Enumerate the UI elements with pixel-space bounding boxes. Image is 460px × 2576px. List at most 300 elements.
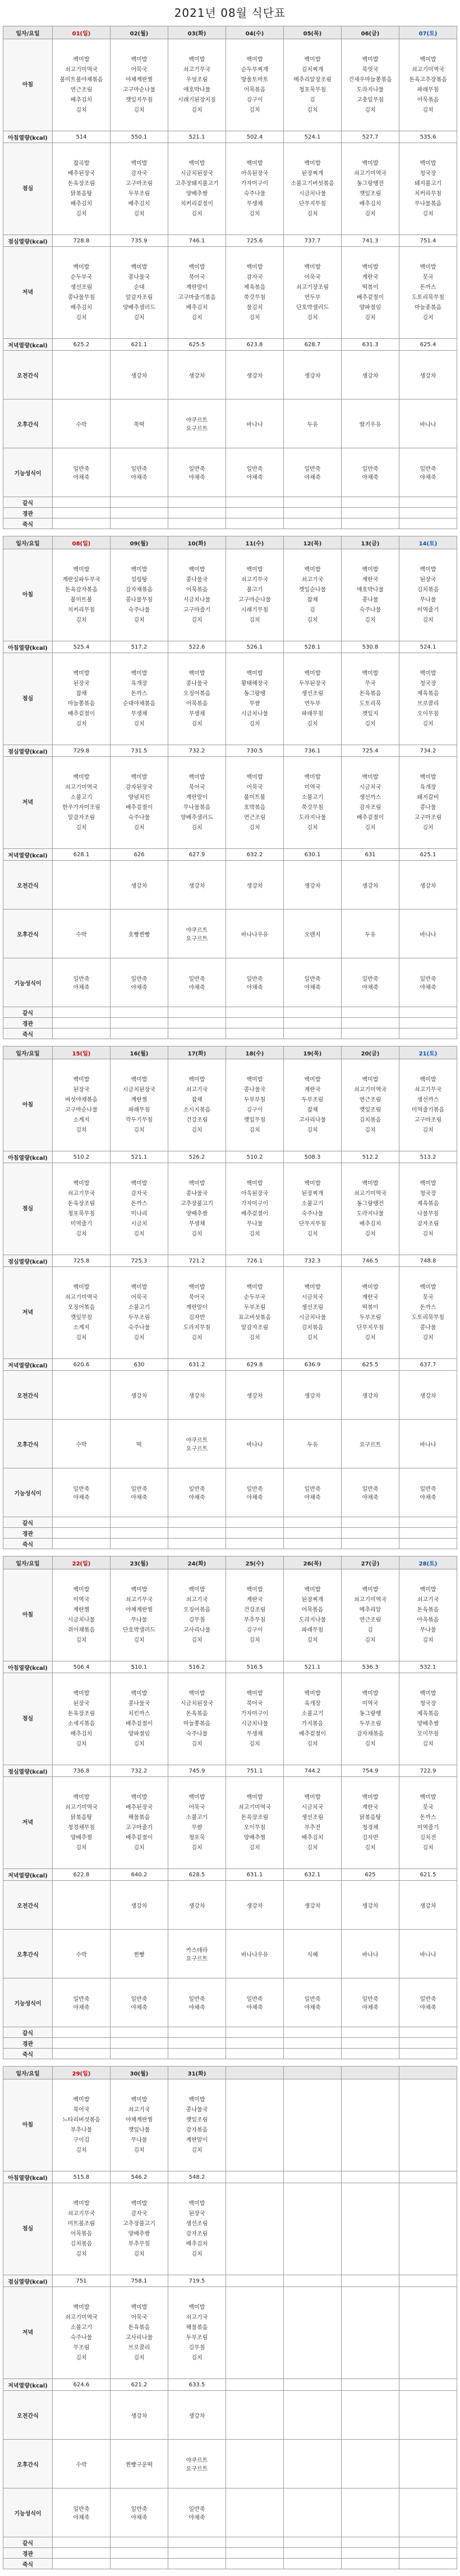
menu-item: 김치 (191, 824, 203, 831)
cell-lunch_kcal (342, 1765, 399, 1777)
row-label-dinner: 저녁 (3, 1777, 53, 1869)
cell-text: 두유 (307, 421, 318, 428)
menu-item: 백미밥 (131, 1284, 148, 1291)
cell-text: 생강차 (420, 373, 436, 379)
cell-lunch_kcal (226, 745, 284, 757)
menu-item: 김치 (76, 210, 87, 217)
menu-item: 콩나물무침 (67, 294, 95, 301)
cell-lunch (111, 653, 168, 745)
cell-soft (226, 2537, 284, 2548)
cell-morning_snack (53, 2391, 111, 2440)
menu-item: 호박볶음 (243, 804, 266, 811)
menu-item: 미역줄기 (70, 1220, 93, 1227)
menu-item: 김치 (422, 1844, 434, 1851)
menu-item: 부추전 (304, 1824, 321, 1831)
menu-item: 생선조림 (301, 1814, 324, 1821)
row-soft (3, 1517, 457, 1528)
menu-item: 김치 (307, 824, 318, 831)
menu-item: 야채죽 (362, 1495, 379, 1501)
menu-item: 백미밥 (246, 1586, 263, 1593)
cell-dinner_kcal (342, 339, 399, 351)
menu-item: 불고기 (246, 586, 263, 593)
menu-item: 부추무침 (128, 2240, 150, 2247)
cell-functional (53, 448, 111, 497)
menu-item: 북어국 (246, 1700, 263, 1707)
cell-porridge (399, 1028, 457, 1039)
menu-item: 쑥갓무침 (301, 804, 324, 811)
menu-item: 백미밥 (362, 1690, 379, 1697)
cell-text: 621.5 (420, 1871, 436, 1878)
menu-item: 두부부침 (243, 1096, 266, 1103)
cell-day (342, 1046, 399, 1059)
menu-item: 고구마조림 (125, 180, 153, 187)
row-label-morning_snack: 오전간식 (3, 2391, 53, 2440)
menu-item: 배추김치 (128, 200, 150, 207)
cell-afternoon_snack (399, 2440, 457, 2488)
menu-item: 백미밥 (246, 1284, 263, 1291)
cell-afternoon_snack (53, 2440, 111, 2488)
cell-text: 629.8 (246, 1361, 263, 1368)
menu-item: 양배추샐러드 (123, 304, 155, 311)
cell-text: 11(수) (245, 540, 264, 547)
cell-text: 20(금) (361, 1050, 380, 1057)
menu-item: 김자반 (188, 1314, 205, 1321)
cell-breakfast (342, 2079, 399, 2171)
cell-lunch (342, 1163, 399, 1255)
cell-functional (226, 2488, 284, 2537)
cell-dinner_kcal (226, 1869, 284, 1881)
cell-morning_snack (168, 2391, 226, 2440)
cell-breakfast (399, 39, 457, 131)
cell-porridge (284, 2559, 342, 2569)
cell-day (284, 1556, 342, 1569)
row-functional (3, 2488, 457, 2537)
menu-item: 김무침 (188, 2344, 205, 2351)
cell-breakfast (226, 39, 284, 131)
menu-item: 된장국 (420, 576, 436, 583)
menu-item: 브로콜리 (417, 700, 439, 707)
menu-item: 야채죽 (304, 2005, 321, 2011)
cell-text: 10(화) (187, 540, 206, 547)
cell-morning_snack (399, 1371, 457, 1420)
menu-item: 소불고기 (301, 794, 324, 801)
menu-item: 김치 (249, 1127, 260, 1133)
menu-item: 두부조림 (243, 1304, 266, 1311)
menu-item: 야채계란찜 (125, 2116, 153, 2123)
menu-item: 돈까스 (131, 690, 148, 697)
row-label-soft: 갈식 (3, 1007, 53, 1018)
menu-item: 애호박나물 (183, 86, 211, 93)
menu-item: 백미밥 (73, 56, 90, 63)
menu-item: 김치 (249, 720, 260, 727)
cell-day (111, 1556, 168, 1569)
cell-porridge (399, 2559, 457, 2569)
row-label-liquid: 경관 (3, 1018, 53, 1028)
cell-breakfast_kcal (342, 641, 399, 653)
cell-morning_snack (111, 2391, 168, 2440)
cell-text: 631.2 (188, 1361, 205, 1368)
cell-breakfast (226, 1059, 284, 1151)
menu-item: 양배추쌈 (128, 2230, 150, 2237)
menu-item: 야채죽 (131, 2005, 148, 2011)
menu-item: 김치 (422, 1230, 434, 1237)
menu-item: 김치 (134, 1334, 145, 1341)
cell-text: 741.3 (362, 237, 379, 244)
menu-item: 두부조림 (359, 1314, 381, 1321)
menu-item: 계란찜 (73, 1606, 90, 1613)
cell-lunch_kcal (342, 745, 399, 757)
menu-item: 돈육볶음 (417, 1606, 439, 1613)
cell-morning_snack (53, 1881, 111, 1930)
cell-liquid (226, 1018, 284, 1028)
cell-soft (168, 2537, 226, 2548)
menu-item: 마늘쫑볶음 (183, 1720, 211, 1727)
menu-item: 오징어볶음 (183, 690, 211, 697)
menu-item: 단호박샐러드 (123, 1627, 155, 1633)
cell-text: 751 (76, 2277, 87, 2284)
cell-morning_snack (399, 1881, 457, 1930)
cell-text: 517.2 (131, 644, 148, 650)
cell-text: 생강차 (304, 883, 321, 889)
row-label-dinner_kcal: 저녁열량(kcal) (3, 339, 53, 351)
menu-item: 쥐어채볶음 (67, 1627, 95, 1633)
cell-text: 수박 (76, 931, 87, 938)
menu-item: 무쌈 (191, 1824, 203, 1831)
cell-lunch (399, 653, 457, 745)
menu-item: 김치 (191, 2354, 203, 2361)
row-label-porridge: 죽식 (3, 2559, 53, 2569)
menu-item: 미역국 (304, 784, 321, 791)
cell-morning_snack (342, 351, 399, 400)
menu-item: 백미밥 (420, 774, 436, 780)
menu-item: 야채계란찜 (125, 76, 153, 83)
cell-lunch_kcal (168, 2275, 226, 2287)
cell-dinner_kcal (342, 849, 399, 861)
menu-item: 김치 (191, 1334, 203, 1341)
menu-item: 돼지갈비 (417, 794, 439, 801)
row-label-day: 일자/요일 (3, 1556, 53, 1569)
cell-dinner (226, 247, 284, 339)
cell-afternoon_snack (111, 2440, 168, 2488)
menu-item: 어묵볶음 (243, 86, 266, 93)
cell-afternoon_snack (168, 2440, 226, 2488)
row-label-breakfast_kcal: 아침열량(kcal) (3, 1661, 53, 1673)
cell-porridge (111, 518, 168, 529)
menu-item: 콩나물국 (186, 2106, 208, 2113)
menu-item: 된장찌개 (301, 1190, 324, 1197)
menu-item: 김구이 (246, 1627, 263, 1633)
menu-item: 쇠고기국 (186, 1596, 208, 1603)
cell-text: 625.1 (420, 851, 436, 858)
cell-breakfast_kcal (168, 131, 226, 143)
menu-item: 백미밥 (246, 160, 263, 167)
cell-breakfast_kcal (53, 641, 111, 653)
menu-item: 야채죽 (304, 985, 321, 991)
menu-item: 백미밥 (188, 160, 205, 167)
menu-item: 잡채 (307, 596, 318, 603)
row-liquid (3, 1528, 457, 1539)
cell-functional (284, 1468, 342, 1517)
menu-item: 아욱볶음 (417, 1617, 439, 1623)
menu-item: 김치 (307, 1637, 318, 1643)
cell-liquid (226, 508, 284, 518)
cell-dinner_kcal (53, 339, 111, 351)
menu-item: 마늘종볶음 (414, 304, 442, 311)
menu-item: 숙주나물 (243, 190, 266, 197)
row-label-breakfast: 아침 (3, 1569, 53, 1661)
menu-item: 시래기된장지짐 (178, 97, 216, 103)
menu-item: 백미밥 (362, 56, 379, 63)
cell-text: 510.2 (73, 1154, 90, 1160)
cell-dinner (342, 247, 399, 339)
cell-text: 510.1 (131, 1664, 148, 1670)
menu-item: 고춧잎무침 (356, 97, 384, 103)
menu-item: 어묵볶음 (186, 700, 208, 707)
menu-item: 돈육장조림 (67, 180, 95, 187)
cell-text: 632.1 (304, 1871, 321, 1878)
menu-item: 김치 (76, 1637, 87, 1643)
menu-item: 미역국 (362, 1700, 379, 1707)
cell-dinner (284, 247, 342, 339)
cell-lunch (226, 653, 284, 745)
cell-text: 요구르트 (186, 1956, 208, 1962)
cell-text: 생강차 (246, 1393, 263, 1399)
cell-porridge (53, 2559, 111, 2569)
menu-item: 백미밥 (362, 1076, 379, 1083)
menu-item: 김치 (365, 1230, 376, 1237)
menu-item: 소계지 (73, 1324, 90, 1331)
cell-soft (399, 2537, 457, 2548)
cell-text: 748.8 (420, 1257, 436, 1264)
cell-functional (342, 448, 399, 497)
row-label-lunch: 점심 (3, 143, 53, 235)
menu-item: 소불고기 (70, 2324, 93, 2331)
cell-functional (342, 2488, 399, 2537)
cell-day (399, 2067, 457, 2079)
cell-lunch (226, 1163, 284, 1255)
menu-item: 뭇국 (422, 1804, 434, 1811)
menu-item: 어묵국 (304, 274, 321, 281)
row-afternoon_snack (3, 1930, 457, 1978)
menu-item: 메추리알 (359, 1606, 381, 1613)
menu-item: 일반죽 (188, 1996, 205, 2003)
cell-functional (226, 448, 284, 497)
menu-item: 된장국 (188, 2210, 205, 2217)
cell-dinner (111, 1267, 168, 1359)
cell-text: 631.3 (362, 341, 379, 348)
cell-text: 721.2 (188, 1257, 205, 1264)
menu-item: 일반죽 (362, 1486, 379, 1493)
cell-liquid (226, 1528, 284, 1539)
menu-item: 감자채볶음 (356, 1730, 384, 1737)
cell-breakfast_kcal (53, 1661, 111, 1673)
menu-item: 김치 (76, 617, 87, 623)
cell-text: 야쿠르트 (186, 417, 208, 424)
menu-item: 야채죽 (188, 985, 205, 991)
cell-lunch_kcal (284, 745, 342, 757)
menu-item: 김치 (134, 1741, 145, 1747)
menu-item: 배추김치 (186, 304, 208, 311)
cell-text: 524.1 (420, 644, 436, 650)
cell-text: 622.8 (73, 1871, 90, 1878)
cell-porridge (168, 518, 226, 529)
menu-item: 김치볶음 (70, 2240, 93, 2247)
cell-lunch (284, 143, 342, 235)
cell-lunch (399, 1673, 457, 1765)
menu-item: 일반죽 (73, 2506, 90, 2513)
cell-functional (168, 1468, 226, 1517)
row-lunch (3, 2183, 457, 2275)
cell-dinner_kcal (226, 2379, 284, 2391)
menu-item: 돈육감자볶음 (65, 586, 98, 593)
menu-item: 연두부 (304, 294, 321, 301)
cell-dinner_kcal (53, 1869, 111, 1881)
menu-item: 김치 (307, 720, 318, 727)
menu-item: 김치 (191, 1127, 203, 1133)
menu-item: 야채죽 (304, 1495, 321, 1501)
row-afternoon_snack (3, 910, 457, 958)
cell-dinner (53, 1267, 111, 1359)
cell-dinner_kcal (168, 849, 226, 861)
cell-breakfast_kcal (111, 2171, 168, 2183)
cell-porridge (284, 1539, 342, 1549)
row-day (3, 26, 457, 39)
cell-text: 754.9 (362, 1767, 379, 1774)
cell-text: 514 (76, 134, 87, 140)
cell-liquid (399, 2548, 457, 2559)
menu-item: 김치 (307, 1334, 318, 1341)
cell-day (399, 26, 457, 39)
menu-item: 쇠고기무국 (241, 576, 269, 583)
cell-liquid (168, 2548, 226, 2559)
cell-soft (111, 1517, 168, 1528)
cell-text: 생강차 (246, 1903, 263, 1909)
menu-item: 백미밥 (420, 1284, 436, 1291)
menu-item: 고구마순나물 (238, 596, 271, 603)
cell-breakfast (399, 2079, 457, 2171)
cell-porridge (284, 2049, 342, 2059)
cell-text: 07(토) (418, 30, 438, 37)
cell-soft (342, 497, 399, 508)
menu-item: 백미밥 (73, 2200, 90, 2207)
row-morning_snack (3, 861, 457, 910)
row-lunch_kcal (3, 1765, 457, 1777)
cell-breakfast_kcal (168, 1661, 226, 1673)
cell-breakfast_kcal (399, 1151, 457, 1163)
menu-item: 쇠고기미역국 (354, 1086, 387, 1093)
cell-functional (399, 1468, 457, 1517)
cell-day (168, 1046, 226, 1059)
cell-afternoon_snack (226, 1930, 284, 1978)
row-afternoon_snack (3, 2440, 457, 2488)
row-lunch_kcal (3, 745, 457, 757)
menu-item: 김치 (365, 824, 376, 831)
menu-item: 가자미구이 (241, 1710, 269, 1717)
row-label-afternoon_snack: 오후간식 (3, 1930, 53, 1978)
menu-item: 백미밥 (304, 1586, 321, 1593)
cell-text: 521.1 (131, 1154, 148, 1160)
cell-text: 732.3 (304, 1257, 321, 1264)
cell-soft (342, 2027, 399, 2038)
cell-text: 30(월) (130, 2070, 149, 2077)
menu-item: 백미밥 (362, 160, 379, 167)
menu-item: 일반죽 (362, 466, 379, 472)
menu-item: 북어국 (188, 1294, 205, 1301)
menu-item: 백미밥 (188, 1794, 205, 1801)
menu-weeks (0, 26, 460, 2576)
menu-item: 생선까스 (417, 1096, 439, 1103)
menu-item: 돈까스 (420, 1814, 436, 1821)
menu-item: 백미밥 (420, 264, 436, 270)
menu-item: 김치 (365, 1741, 376, 1747)
menu-item: 도토리묵무침 (412, 294, 444, 301)
cell-text: 바나나 (246, 421, 263, 428)
menu-item: 김치 (307, 1741, 318, 1747)
cell-porridge (168, 2049, 226, 2059)
cell-soft (399, 1517, 457, 1528)
cell-text: 631 (365, 851, 376, 858)
menu-item: 백미밥 (420, 1076, 436, 1083)
menu-item: 김치 (249, 1741, 260, 1747)
cell-text: 야쿠르트 (186, 927, 208, 934)
menu-item: 닭볶음탕 (70, 1814, 93, 1821)
cell-porridge (342, 518, 399, 529)
cell-functional (168, 1978, 226, 2027)
row-dinner_kcal (3, 1359, 457, 1371)
menu-item: 소불고기 (128, 1304, 150, 1311)
menu-item: 백미밥 (73, 670, 90, 677)
cell-liquid (284, 2038, 342, 2049)
menu-item: 배추김치 (70, 200, 93, 207)
cell-breakfast (399, 549, 457, 641)
cell-functional (284, 1978, 342, 2027)
cell-liquid (284, 2548, 342, 2559)
cell-lunch (284, 653, 342, 745)
menu-item: 고추장돼지불고기 (175, 180, 219, 187)
cell-text: 725.6 (246, 237, 263, 244)
menu-item: 오이무침 (243, 1824, 266, 1831)
cell-breakfast_kcal (226, 2171, 284, 2183)
row-label-day: 일자/요일 (3, 26, 53, 39)
cell-soft (342, 2537, 399, 2548)
cell-dinner (226, 1267, 284, 1359)
menu-item: 쑥갓무침 (243, 294, 266, 301)
cell-porridge (399, 2049, 457, 2059)
menu-item: 북어국 (188, 784, 205, 791)
menu-item: 김치 (422, 1741, 434, 1747)
cell-soft (399, 497, 457, 508)
menu-item: 제육볶음 (417, 1710, 439, 1717)
row-afternoon_snack (3, 400, 457, 448)
cell-text: 550.1 (131, 134, 148, 140)
menu-item: 백미밥 (362, 264, 379, 270)
menu-item: 김치 (422, 210, 434, 217)
menu-item: 백미밥 (188, 2096, 205, 2103)
menu-item: 일반죽 (246, 976, 263, 982)
cell-morning_snack (168, 351, 226, 400)
menu-item: 김치 (249, 314, 260, 321)
cell-dinner (111, 757, 168, 849)
row-label-lunch: 점심 (3, 653, 53, 745)
cell-functional (342, 958, 399, 1007)
menu-item: 김치전 (420, 1834, 436, 1841)
cell-morning_snack (342, 1371, 399, 1420)
page-title: 2021년 08월 식단표 (174, 6, 286, 20)
cell-text: 두유 (365, 931, 376, 938)
cell-liquid (342, 2548, 399, 2559)
cell-dinner (284, 1267, 342, 1359)
cell-text: 08(일) (72, 540, 91, 547)
